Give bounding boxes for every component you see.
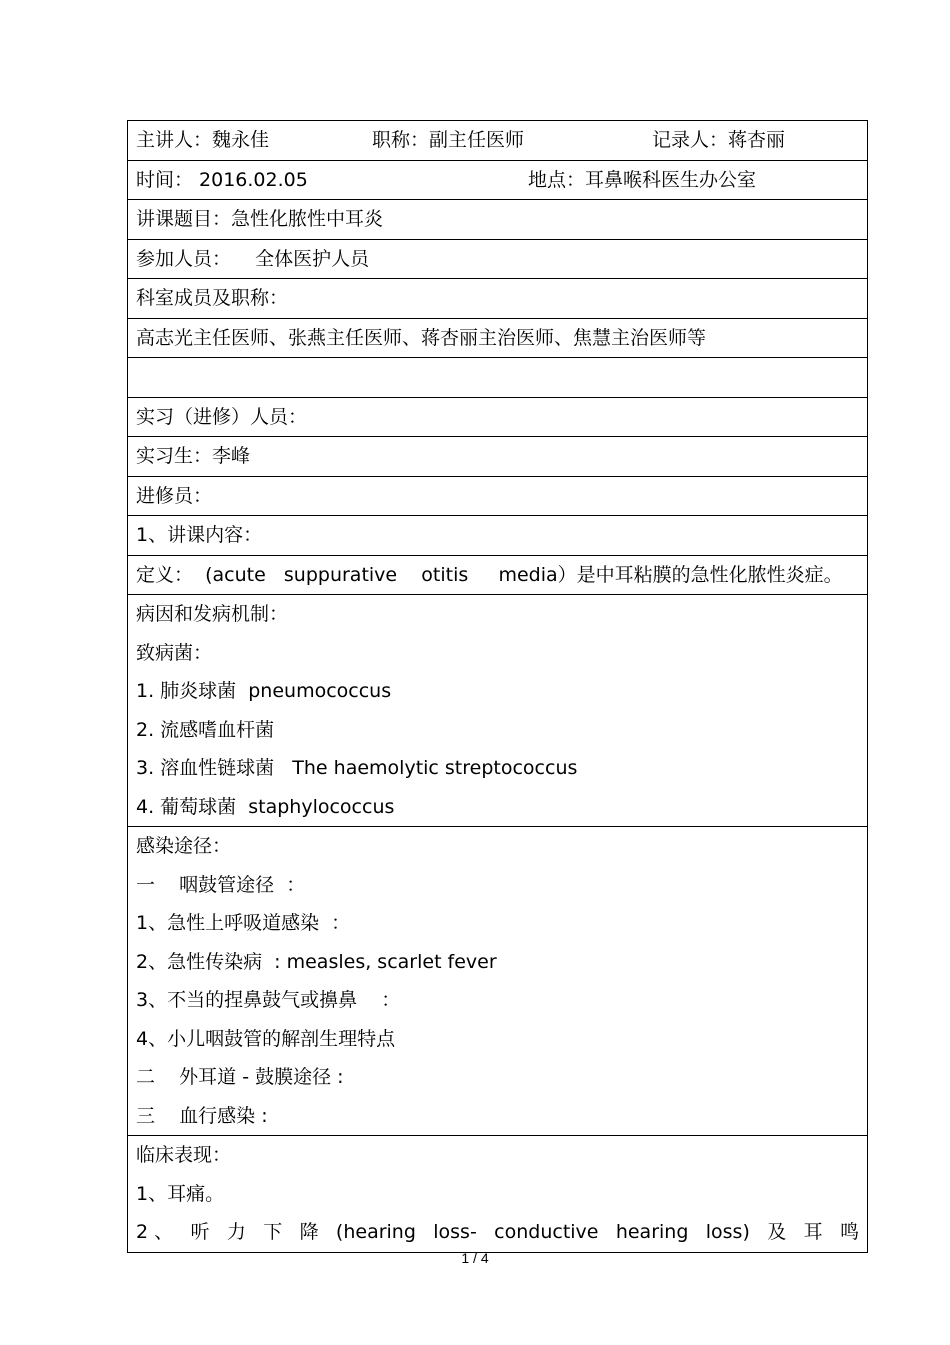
- page-number: 1 / 4: [461, 1250, 489, 1266]
- dept-members-row: [128, 319, 867, 359]
- pathogen-item: 3. 溶血性链球菌 The haemolytic streptococcus: [136, 757, 578, 779]
- etiology-label: 病因和发病机制：: [136, 603, 289, 625]
- infection-label: 感染途径：: [136, 835, 232, 857]
- interns-label: 实习（进修）人员：: [136, 405, 308, 428]
- infection-line: 4、小儿咽鼓管的解剖生理特点: [136, 1027, 396, 1050]
- pathogen-label: 致病菌：: [136, 641, 213, 664]
- header-row-speaker: [128, 121, 867, 161]
- dept-label-row: [128, 279, 867, 319]
- dept-members: 高志光主任医师、张燕主任医师、蒋杏丽主治医师、焦慧主治医师等: [136, 326, 707, 349]
- definition-row: [128, 556, 867, 596]
- lecture-location: 地点：耳鼻喉科医生办公室: [528, 168, 757, 191]
- content-label-row: [128, 516, 867, 556]
- definition: 定义： (acute suppurative otitis media）是中耳粘膜的急性化脓性炎症。: [136, 563, 843, 586]
- interns-row: [128, 437, 867, 477]
- pathogen-item: 4. 葡萄球菌 staphylococcus: [136, 795, 395, 818]
- clinical-line: 1、耳痛。: [136, 1182, 225, 1205]
- speaker: 主讲人：魏永佳: [136, 129, 270, 151]
- infection-line: 3、不当的捏鼻鼓气或擤鼻 ：: [136, 989, 401, 1011]
- justified-word: 降: [299, 1221, 319, 1243]
- recorder: 记录人：蒋杏丽: [652, 129, 786, 151]
- title-rank: 职称：副主任医师: [372, 129, 525, 151]
- justified-word: 力: [226, 1221, 246, 1243]
- attendees-row: [128, 240, 867, 280]
- clinical-label: 临床表现：: [136, 1144, 232, 1166]
- attendees: 参加人员： 全体医护人员: [136, 247, 370, 270]
- justified-word: hearing: [615, 1221, 689, 1243]
- topic-row: [128, 200, 867, 240]
- infection-line: 2、急性传染病 : measles, scarlet fever: [136, 950, 497, 973]
- infection-line: 二 外耳道 - 鼓膜途径 :: [136, 1066, 344, 1088]
- justified-word: loss-: [433, 1221, 477, 1243]
- trainees-row: [128, 477, 867, 517]
- pathogen-item: 2. 流感嗜血杆菌: [136, 718, 275, 741]
- infection-line: 一 咽鼓管途径 ：: [136, 873, 306, 896]
- trainees: 进修员：: [136, 484, 213, 507]
- clinical-section: [128, 1136, 867, 1252]
- lecture-record-table: [127, 120, 868, 1253]
- justified-word: 听: [190, 1221, 210, 1243]
- justified-word: 鸣: [839, 1221, 859, 1243]
- clinical-line-justified: [128, 1213, 867, 1252]
- justified-word: 耳: [803, 1221, 823, 1243]
- justified-word: loss): [705, 1221, 750, 1243]
- justified-word: (hearing: [335, 1221, 416, 1243]
- etiology-section: [128, 595, 867, 827]
- infection-line: 三 血行感染 :: [136, 1104, 268, 1127]
- justified-word: 下: [263, 1221, 283, 1243]
- dept-members-label: 科室成员及职称：: [136, 287, 289, 309]
- interns: 实习生：李峰: [136, 445, 251, 467]
- justified-word: 2 、: [136, 1221, 174, 1243]
- justified-word: 及: [767, 1221, 787, 1243]
- pathogen-item: 1. 肺炎球菌 pneumococcus: [136, 680, 392, 702]
- infection-section: [128, 827, 867, 1136]
- justified-word: conductive: [494, 1221, 599, 1243]
- interns-label-row: [128, 398, 867, 438]
- header-row-time: [128, 161, 867, 201]
- infection-line: 1、急性上呼吸道感染 ：: [136, 912, 351, 934]
- lecture-topic: 讲课题目：急性化脓性中耳炎: [136, 208, 384, 230]
- lecture-time: 时间： 2016.02.05: [136, 168, 308, 191]
- content-label: 1、讲课内容：: [136, 524, 263, 546]
- empty-row: [128, 358, 867, 398]
